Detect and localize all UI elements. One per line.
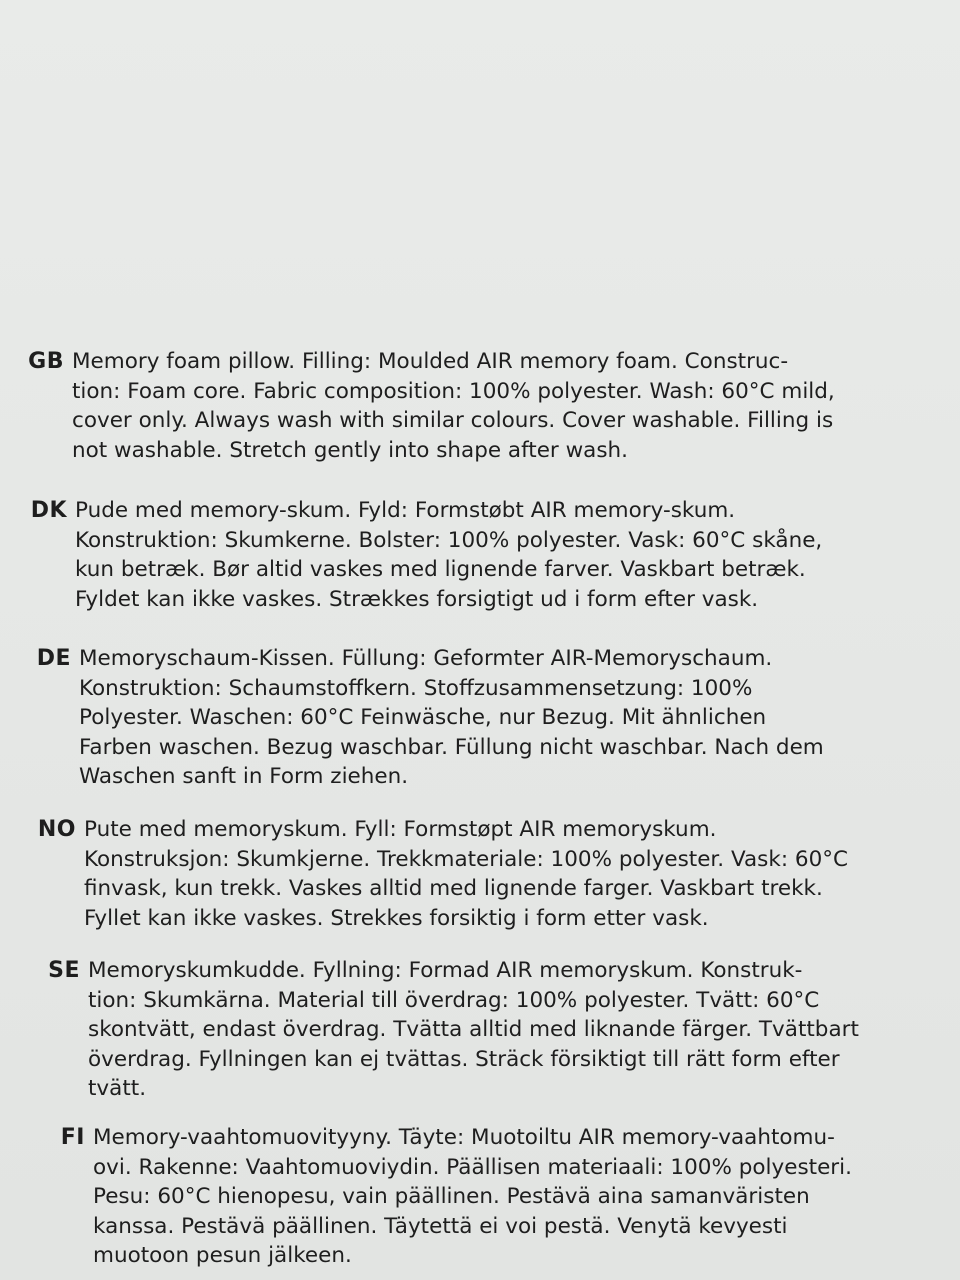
language-code: NO [37, 817, 76, 842]
text-line: Memory foam pillow. Filling: Moulded AIR memory foam. Construc- [72, 349, 789, 374]
section-text [93, 1123, 852, 1271]
text-line: Farben waschen. Bezug waschbar. Füllung nicht waschbar. Nach dem [79, 734, 824, 760]
text-line: Waschen sanft in Form ziehen. [79, 764, 409, 789]
text-line: cover only. Always wash with similar colours. Cover washable. Filling is [72, 408, 834, 433]
text-line: Konstruktion: Schaumstoffkern. Stoffzusammensetzung: 100% [79, 675, 753, 701]
section-text [75, 496, 822, 614]
text-line: Memory-vaahtomuovityyny. Täyte: Muotoiltu AIR memory-vaahtomu- [93, 1125, 835, 1150]
text-line: Konstruksjon: Skumkjerne. Trekkmateriale: 100% polyester. Vask: 60°C [84, 846, 849, 872]
text-line: Pute med memoryskum. Fyll: Formstøpt AIR memoryskum. [84, 817, 717, 842]
text-line: överdrag. Fyllningen kan ej tvättas. Sträck försiktigt till rätt form efter [88, 1046, 840, 1072]
section-text [72, 347, 835, 465]
section-de [9, 644, 824, 792]
text-line: Pude med memory-skum. Fyld: Formstøbt AIR memory-skum. [75, 498, 736, 523]
text-line: skontvätt, endast överdrag. Tvätta alltid med liknande färger. Tvättbart [88, 1017, 859, 1042]
text-line: not washable. Stretch gently into shape after wash. [72, 437, 629, 463]
section-no [14, 815, 848, 933]
text-line: muotoon pesun jälkeen. [93, 1243, 352, 1268]
section-fi [23, 1123, 852, 1271]
language-code: DK [30, 498, 67, 523]
language-code: FI [60, 1125, 85, 1150]
text-line: tion: Foam core. Fabric composition: 100% polyester. Wash: 60°C mild, [72, 378, 835, 404]
section-text [88, 956, 859, 1104]
text-line: kun betræk. Bør altid vaskes med lignende farver. Vaskbart betræk. [75, 557, 806, 582]
text-line: Fyldet kan ikke vaskes. Strækkes forsigtigt ud i form efter vask. [75, 586, 759, 612]
text-line: Memoryskumkudde. Fyllning: Formad AIR memoryskum. Konstruk- [88, 958, 803, 983]
language-code: GB [28, 349, 64, 374]
text-line: Fyllet kan ikke vaskes. Strekkes forsiktig i form etter vask. [84, 905, 709, 931]
text-line: Memoryschaum-Kissen. Füllung: Geformter AIR-Memoryschaum. [79, 646, 773, 671]
text-line: finvask, kun trekk. Vaskes alltid med lignende farger. Vaskbart trekk. [84, 876, 823, 901]
language-code: SE [48, 958, 80, 983]
text-line: Konstruktion: Skumkerne. Bolster: 100% polyester. Vask: 60°C skåne, [75, 527, 823, 553]
text-line: Polyester. Waschen: 60°C Feinwäsche, nur Bezug. Mit ähnlichen [79, 705, 767, 730]
section-text [79, 644, 824, 792]
language-code: DE [36, 646, 71, 671]
section-dk [5, 496, 822, 614]
text-line: tvätt. [88, 1076, 147, 1101]
text-line: kanssa. Pestävä päällinen. Täytettä ei voi pestä. Venytä kevyesti [93, 1213, 788, 1239]
section-text [84, 815, 848, 933]
section-se [18, 956, 859, 1104]
text-line: Pesu: 60°C hienopesu, vain päällinen. Pestävä aina samanväristen [93, 1184, 810, 1209]
section-gb [2, 347, 835, 465]
text-line: ovi. Rakenne: Vaahtomuoviydin. Päällisen materiaali: 100% polyesteri. [93, 1154, 852, 1180]
text-line: tion: Skumkärna. Material till överdrag: 100% polyester. Tvätt: 60°C [88, 987, 820, 1013]
